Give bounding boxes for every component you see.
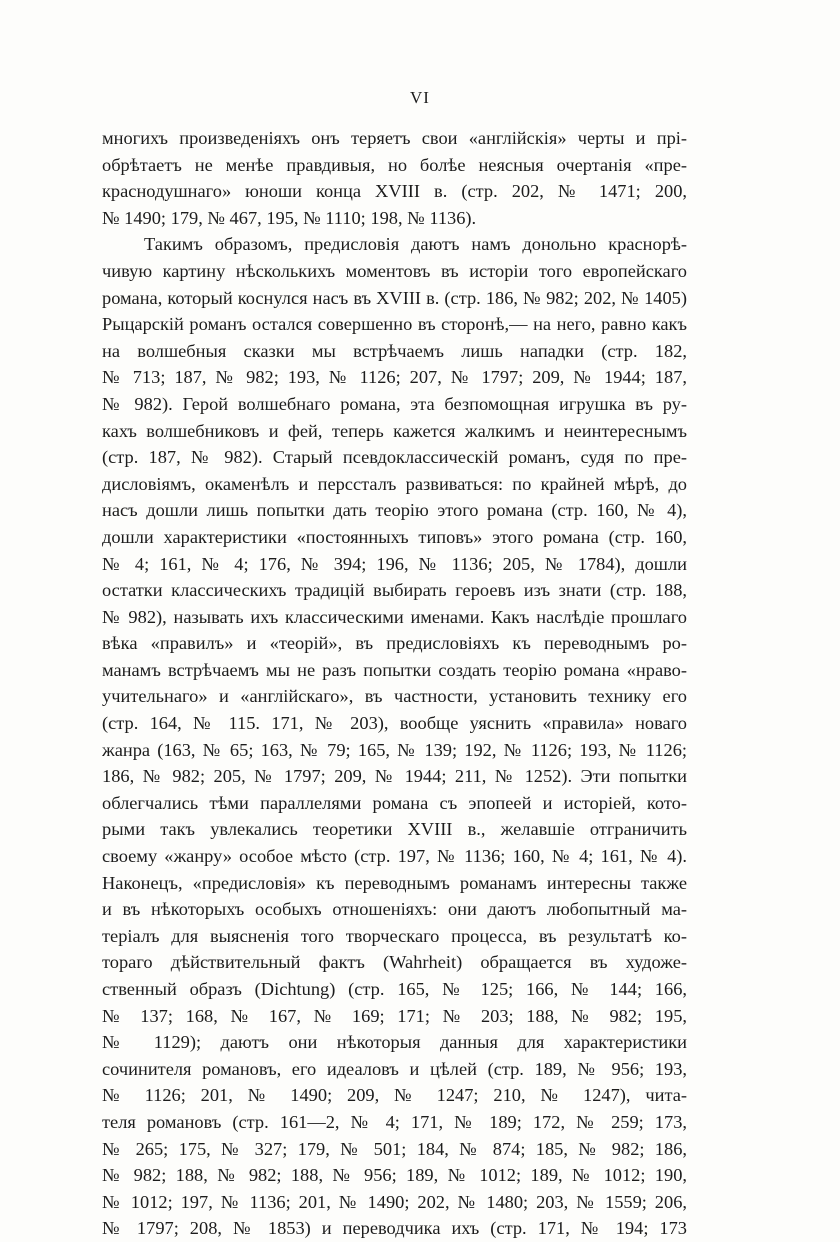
text-line: ственный образъ (Dichtung) (стр. 165, № 125; 166, № 144; 166, xyxy=(102,979,687,999)
text-line: сочинителя романовъ, его идеаловъ и цѣлей (стр. 189, № 956; 193, xyxy=(102,1058,687,1079)
text-line: рыми такъ увлекались теоретики XVIII в., желавшіе отграничить xyxy=(102,819,687,840)
text-line: и въ нѣкоторыхъ особыхъ отношеніяхъ: они даютъ любопытный ма- xyxy=(102,899,687,920)
text-line: жанра (163, № 65; 163, № 79; 165, № 139; 192, № 1126; 193, № 1126; xyxy=(102,739,687,760)
text-line: кахъ волшебниковъ и фей, теперь кажется жалкимъ и неинтереснымъ xyxy=(102,420,687,441)
text-line: дошли характеристики «постоянныхъ типовъ» этого романа (стр. 160, xyxy=(102,526,687,547)
text-line: насъ дошли лишь попытки дать теорію этого романа (стр. 160, № 4), xyxy=(102,500,687,521)
text-line: остатки классическихъ традицій выбирать героевъ изъ знати (стр. 188, xyxy=(102,580,687,601)
text-line: облегчались тѣми параллелями романа съ эпопеей и исторіей, кото- xyxy=(102,792,687,813)
text-line: манамъ встрѣчаемъ мы не разъ попытки создать теорію романа «нраво- xyxy=(102,659,687,680)
text-line: чивую картину нѣсколькихъ моментовъ въ исторіи того европейскаго xyxy=(102,260,687,281)
text-line: № 1126; 201, № 1490; 209, № 1247; 210, № 1247), чита- xyxy=(102,1085,687,1106)
text-line: романа, который коснулся насъ въ XVIII в. (стр. 186, № 982; 202, № 1405) xyxy=(102,287,687,308)
text-line: № 1129); даютъ они нѣкоторыя данныя для характеристики xyxy=(102,1032,687,1053)
text-line: теля романовъ (стр. 161—2, № 4; 171, № 189; 172, № 259; 173, xyxy=(102,1111,687,1132)
paragraph-first-line: Такимъ образомъ, предисловія даютъ намъ донольно краснорѣ- xyxy=(144,234,687,255)
text-line: своему «жанру» особое мѣсто (стр. 197, № 1136; 160, № 4; 161, № 4). xyxy=(102,846,687,867)
text-line: № 4; 161, № 4; 176, № 394; 196, № 1136; 205, № 1784), дошли xyxy=(102,553,687,574)
text-line: № 982; 188, № 982; 188, № 956; 189, № 1012; 189, № 1012; 190, xyxy=(102,1165,687,1186)
text-line: № 982). Герой волшебнаго романа, эта безпомощная игрушка въ ру- xyxy=(102,393,687,414)
text-line: Рыцарскій романъ остался совершенно въ сторонѣ,— на него, равно какъ xyxy=(102,314,687,335)
text-line: 186, № 982; 205, № 1797; 209, № 1944; 211, № 1252). Эти попытки xyxy=(102,766,687,787)
text-line: № 713; 187, № 982; 193, № 1126; 207, № 1797; 209, № 1944; 187, xyxy=(102,367,687,388)
text-line: на волшебныя сказки мы встрѣчаемъ лишь нападки (стр. 182, xyxy=(102,340,687,361)
text-line: многихъ произведеніяхъ онъ теряетъ свои «англійскія» черты и прі- xyxy=(102,128,687,148)
text-line: № 1012; 197, № 1136; 201, № 1490; 202, № 1480; 203, № 1559; 206, xyxy=(102,1191,687,1212)
text-line: дисловіямъ, окаменѣлъ и перссталъ развиваться: по крайней мѣрѣ, до xyxy=(102,473,687,494)
text-line: краснодушнаго» юноши конца XVIII в. (стр. 202, № 1471; 200, xyxy=(102,181,687,202)
text-line: обрѣтаетъ не менѣе правдивыя, но болѣе неясныя очертанія «пре- xyxy=(102,154,687,175)
body-text xyxy=(102,125,687,1242)
text-line: № 265; 175, № 327; 179, № 501; 184, № 874; 185, № 982; 186, xyxy=(102,1138,687,1159)
text-line: № 1797; 208, № 1853) и переводчика ихъ (стр. 171, № 194; 173 xyxy=(102,1218,687,1239)
text-line: (стр. 164, № 115. 171, № 203), вообще уяснить «правила» новаго xyxy=(102,713,687,734)
text-line: (стр. 187, № 982). Старый псевдоклассическій романъ, судя по пре- xyxy=(102,447,687,468)
text-line: вѣка «правилъ» и «теорій», въ предисловіяхъ къ переводнымъ ро- xyxy=(102,633,687,654)
text-line: № 982), называть ихъ классическими именами. Какъ наслѣдіе прошлаго xyxy=(102,606,687,627)
text-line: № 1490; 179, № 467, 195, № 1110; 198, № 1136). xyxy=(102,207,477,228)
page-number: VI xyxy=(410,88,430,107)
text-line: Наконецъ, «предисловія» къ переводнымъ романамъ интересны также xyxy=(102,872,687,893)
text-line: теріалъ для выясненія того творческаго процесса, въ результатѣ ко- xyxy=(102,925,687,946)
text-line: учительнаго» и «англійскаго», въ частности, установить технику его xyxy=(102,686,687,707)
text-line: тораго дѣйствительный фактъ (Wahrheit) обращается въ художе- xyxy=(102,952,687,973)
text-line: № 137; 168, № 167, № 169; 171; № 203; 188, № 982; 195, xyxy=(102,1005,687,1026)
